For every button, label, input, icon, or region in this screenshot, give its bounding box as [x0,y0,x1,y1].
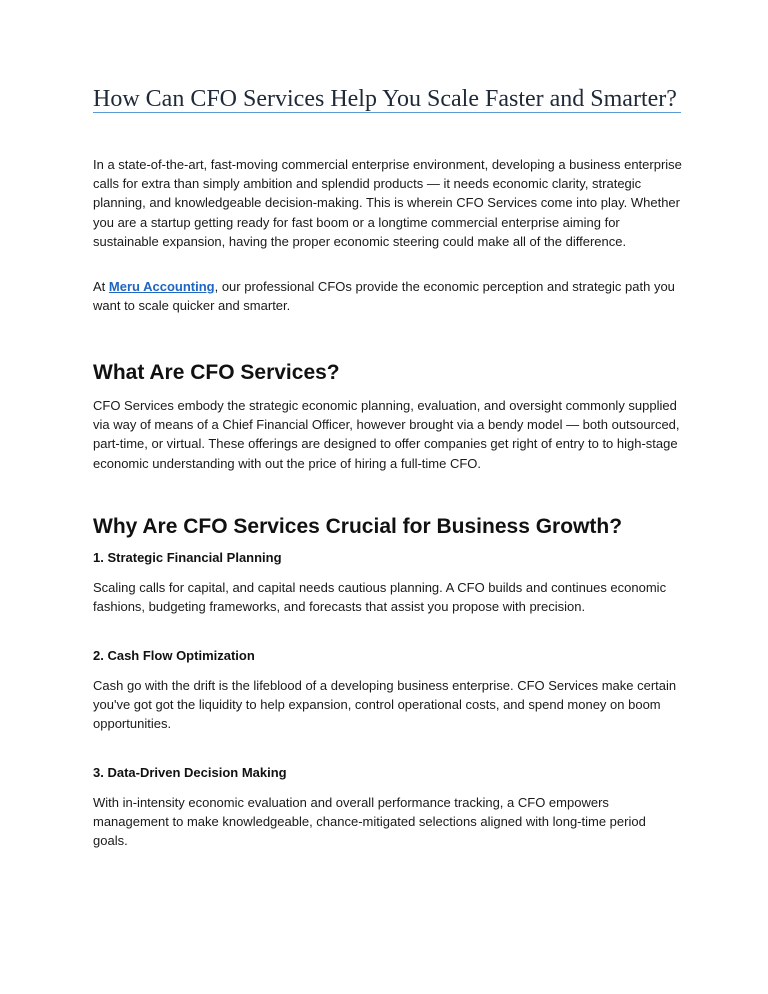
subheading-strategic-financial-planning: 1. Strategic Financial Planning [93,550,282,565]
title-underline-rule [93,112,681,113]
meru-accounting-link[interactable]: Meru Accounting [108,279,215,294]
meru-suffix: , our professional CFOs provide the economic perception and strategic path you want to scale quicker and smarter. [93,279,675,314]
meru-paragraph [93,277,683,315]
data-driven-paragraph: With in-intensity economic evaluation and overall performance tracking, a CFO empowers management to make knowledgeable, chance-mitigated selections aligned with long-time period goals. [93,795,646,849]
cash-flow-paragraph: Cash go with the drift is the lifeblood of a developing business enterprise. CFO Services make certain you've got got the liquidity to help expansion, control operational costs, and spend money on boom opportunities. [93,678,677,732]
subheading-cash-flow-optimization: 2. Cash Flow Optimization [93,648,255,663]
section-heading-what-are-cfo-services: What Are CFO Services? [93,361,340,384]
document-title: How Can CFO Services Help You Scale Faster and Smarter? [93,86,677,112]
section1-paragraph: CFO Services embody the strategic economic planning, evaluation, and oversight commonly supplied via way of means of a Chief Financial Officer, however brought via a bendy model — both outsourced, part-time, or virtual. These offerings are designed to offer companies get right of entry to to high-stage economic understanding with out the price of hiring a full-time CFO. [93,398,680,471]
meru-prefix: At [93,279,109,294]
subheading-data-driven-decision-making: 3. Data-Driven Decision Making [93,765,287,780]
strategic-planning-paragraph: Scaling calls for capital, and capital needs cautious planning. A CFO builds and continues economic fashions, budgeting frameworks, and forecasts that assist you propose with precision. [93,580,667,615]
intro-paragraph: In a state-of-the-art, fast-moving commercial enterprise environment, developing a business enterprise calls for extra than simply ambition and splendid products — it needs economic clarity, strategic planning, and knowledgeable decision-making. This is wherein CFO Services come into play. Whether you are a startup getting ready for fast boom or a longtime commercial enterprise aiming for sustainable expansion, having the proper economic steering could make all of the difference. [93,157,682,249]
section-heading-why-cfo-services-crucial: Why Are CFO Services Crucial for Business Growth? [93,515,623,538]
